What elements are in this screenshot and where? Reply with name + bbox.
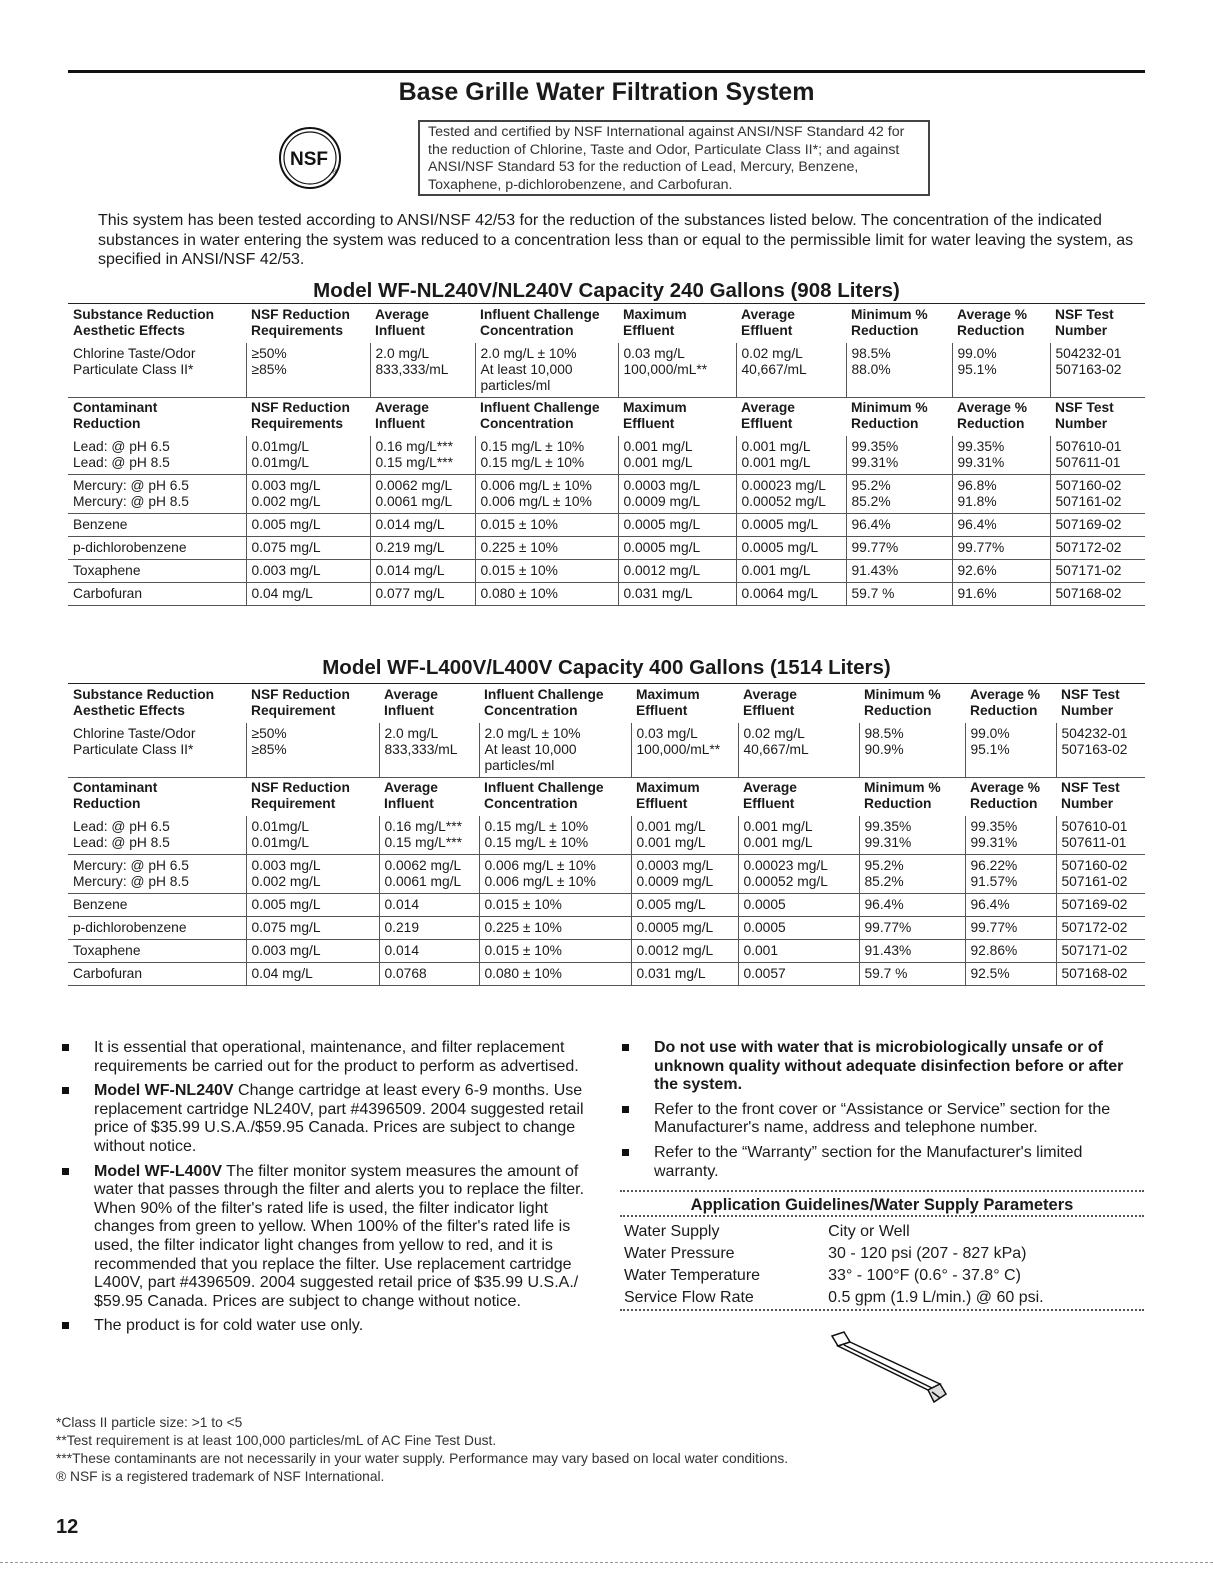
table-row-cell: 0.003 mg/L: [246, 940, 379, 963]
table-row: [68, 583, 1145, 606]
table-row: [68, 816, 1145, 855]
table-row-cell: 92.86%: [965, 940, 1056, 963]
table-row: [68, 894, 1145, 917]
table-row: [68, 855, 1145, 894]
table-row-cell: ≥50% ≥85%: [246, 723, 379, 778]
aesthetic-header-row: [68, 685, 1145, 723]
table-row-cell: 95.2% 85.2%: [846, 475, 952, 514]
contaminant-header-row-cell: Influent Challenge Concentration: [484, 780, 604, 811]
table-row-cell: 0.0057: [738, 963, 859, 986]
bullet-text: Refer to the “Warranty” section for the Manufacturer's limited warranty.: [654, 1143, 1083, 1180]
contaminant-header-row-cell: NSF Test Number: [1061, 780, 1120, 811]
table-row-cell: Benzene: [68, 894, 246, 917]
table-row-cell: 0.080 ± 10%: [479, 963, 631, 986]
footnote: *Class II particle size: >1 to <5: [56, 1415, 243, 1430]
aesthetic-header-row-cell: Influent Challenge Concentration: [480, 307, 600, 338]
guideline-parameter: Water Temperature: [624, 1267, 761, 1284]
table-row-cell: Lead: @ pH 6.5 Lead: @ pH 8.5: [68, 436, 246, 475]
table-row-cell: 0.006 mg/L ± 10% 0.006 mg/L ± 10%: [475, 475, 618, 514]
table-row-cell: 2.0 mg/L 833,333/mL: [379, 723, 479, 778]
table-row-cell: Toxaphene: [68, 940, 246, 963]
table-row: [68, 917, 1145, 940]
table-row-cell: 0.00023 mg/L 0.00052 mg/L: [738, 855, 859, 894]
aesthetic-header-row-cell: Minimum % Reduction: [864, 687, 941, 718]
table-row-cell: 0.01mg/L 0.01mg/L: [246, 436, 370, 475]
table-row-cell: 507610-01 507611-01: [1050, 436, 1145, 475]
bullet-text: The filter monitor system measures the amount of water that passes through the filter and alerts you to replace the filter. When 90% of the filter's rated life is used, the filter indicator light changes from green to yellow. When 100% of the filter's rated life is used, the filter indicator light changes from yellow to red, and it is recommended that you replace the filter. Use replacement cartridge L400V, part #4396509. 2004 suggested retail price of $35.99 U.S.A./ $59.95 Canada. Prices are subject to change without notice.: [94, 1162, 585, 1310]
table-row-cell: 99.77%: [846, 537, 952, 560]
model-2-rule: [68, 683, 1145, 684]
contaminant-header-row-cell: Maximum Effluent: [623, 400, 687, 431]
table-row-cell: 99.0% 95.1%: [952, 343, 1050, 398]
aesthetic-header-row-cell: NSF Test Number: [1061, 687, 1120, 718]
table-row-cell: 0.015 ± 10%: [479, 940, 631, 963]
guideline-row: [620, 1221, 1144, 1243]
bullet-item: [58, 1039, 598, 1076]
model-2-table: [68, 685, 1145, 986]
table-row-cell: 0.04 mg/L: [246, 583, 370, 606]
table-row-cell: 95.2% 85.2%: [859, 855, 965, 894]
contaminant-header-row-cell: Maximum Effluent: [636, 780, 700, 811]
table-row-cell: 96.4%: [965, 894, 1056, 917]
table-row-cell: 96.4%: [952, 514, 1050, 537]
guideline-value: 30 - 120 psi (207 - 827 kPa): [828, 1245, 1027, 1262]
table-row-cell: 0.031 mg/L: [631, 963, 738, 986]
aesthetic-header-row: [68, 305, 1145, 343]
bullet-text: The product is for cold water use only.: [94, 1317, 364, 1335]
aesthetic-header-row-cell: Maximum Effluent: [636, 687, 700, 718]
model-1-rule: [68, 303, 1145, 304]
bullet-text: Refer to the front cover or “Assistance or Service” section for the Manufacturer's name, address and telephone number.: [654, 1100, 1111, 1137]
table-row-cell: 99.35% 99.31%: [846, 436, 952, 475]
table-row: [68, 963, 1145, 986]
table-row-cell: 92.5%: [965, 963, 1056, 986]
table-row-cell: 507168-02: [1056, 963, 1145, 986]
table-row-cell: 91.43%: [859, 940, 965, 963]
table-row-cell: 0.0005 mg/L: [736, 537, 846, 560]
table-row-cell: 91.43%: [846, 560, 952, 583]
bullet-item: [618, 1144, 1148, 1181]
bullet-bold-text: Model WF-L400V: [94, 1162, 223, 1180]
aesthetic-header-row-cell: Substance Reduction Aesthetic Effects: [73, 687, 215, 718]
table-row-cell: Toxaphene: [68, 560, 246, 583]
contaminant-header-row: [68, 398, 1145, 437]
table-row-cell: Chlorine Taste/Odor Particulate Class II*: [68, 723, 246, 778]
table-row-cell: 98.5% 88.0%: [846, 343, 952, 398]
table-row-cell: 507171-02: [1056, 940, 1145, 963]
bullet-item: [618, 1101, 1148, 1138]
table-row-cell: 0.014 mg/L: [370, 514, 475, 537]
table-row-cell: 59.7 %: [846, 583, 952, 606]
table-row-cell: 0.01mg/L 0.01mg/L: [246, 816, 379, 855]
table-row-cell: 0.0062 mg/L 0.0061 mg/L: [370, 475, 475, 514]
top-rule: [68, 70, 1145, 73]
table-row-cell: 507168-02: [1050, 583, 1145, 606]
table-row-cell: 507169-02: [1050, 514, 1145, 537]
guideline-value: 0.5 gpm (1.9 L/min.) @ 60 psi.: [828, 1289, 1044, 1306]
aesthetic-header-row-cell: Average Effluent: [743, 687, 797, 718]
table-row: [68, 940, 1145, 963]
table-row-cell: 2.0 mg/L ± 10% At least 10,000 particles/ml: [479, 723, 631, 778]
table-row-cell: 99.77%: [952, 537, 1050, 560]
bullet-item: [58, 1317, 598, 1336]
table-row-cell: 0.16 mg/L*** 0.15 mg/L***: [370, 436, 475, 475]
table-row-cell: ≥50% ≥85%: [246, 343, 370, 398]
contaminant-header-row-cell: NSF Reduction Requirement: [251, 780, 350, 811]
table-row-cell: 0.0005 mg/L: [618, 537, 736, 560]
nsf-logo-text: NSF: [290, 149, 328, 170]
table-row-cell: 98.5% 90.9%: [859, 723, 965, 778]
contaminant-header-row-cell: Average % Reduction: [957, 400, 1028, 431]
guideline-row: [620, 1243, 1144, 1265]
table-row-cell: 0.0005 mg/L: [631, 917, 738, 940]
table-row-cell: 0.005 mg/L: [246, 514, 370, 537]
guideline-row: [620, 1287, 1144, 1309]
aesthetic-header-row-cell: NSF Reduction Requirements: [251, 307, 350, 338]
table-row-cell: p-dichlorobenzene: [68, 917, 246, 940]
table-row-cell: 0.0768: [379, 963, 479, 986]
contaminant-header-row-cell: NSF Reduction Requirements: [251, 400, 350, 431]
table-row-cell: p-dichlorobenzene: [68, 537, 246, 560]
table-row-cell: 507172-02: [1056, 917, 1145, 940]
model-2-title: Model WF-L400V/L400V Capacity 400 Gallons (1514 Liters): [322, 656, 891, 679]
model-1-title: Model WF-NL240V/NL240V Capacity 240 Gallons (908 Liters): [313, 279, 900, 302]
table-row-cell: 0.001 mg/L 0.001 mg/L: [738, 816, 859, 855]
application-guidelines: [620, 1190, 1144, 1315]
table-row-cell: Mercury: @ pH 6.5 Mercury: @ pH 8.5: [68, 475, 246, 514]
bullet-bold-text: Do not use with water that is microbiologically unsafe or of unknown quality without adequate disinfection before or after the system.: [654, 1039, 1124, 1094]
table-row: [68, 514, 1145, 537]
contaminant-header-row-cell: Minimum % Reduction: [851, 400, 928, 431]
bullet-item: [58, 1082, 598, 1156]
table-row-cell: 0.0062 mg/L 0.0061 mg/L: [379, 855, 479, 894]
table-row-cell: 0.16 mg/L*** 0.15 mg/L***: [379, 816, 479, 855]
table-row-cell: 0.003 mg/L: [246, 560, 370, 583]
table-row: [68, 723, 1145, 778]
guidelines-title: Application Guidelines/Water Supply Parameters: [690, 1196, 1074, 1214]
table-row-cell: 0.014: [379, 894, 479, 917]
table-row-cell: 0.006 mg/L ± 10% 0.006 mg/L ± 10%: [479, 855, 631, 894]
table-row-cell: 507172-02: [1050, 537, 1145, 560]
table-row-cell: 0.001 mg/L: [736, 560, 846, 583]
table-row-cell: 0.219: [379, 917, 479, 940]
right-bullet-list: [618, 1039, 1148, 1187]
contaminant-header-row-cell: Influent Challenge Concentration: [480, 400, 600, 431]
table-row-cell: 96.8% 91.8%: [952, 475, 1050, 514]
table-row-cell: 0.03 mg/L 100,000/mL**: [631, 723, 738, 778]
table-row-cell: 0.0005: [738, 917, 859, 940]
table-row-cell: 0.014 mg/L: [370, 560, 475, 583]
table-row-cell: 0.003 mg/L 0.002 mg/L: [246, 475, 370, 514]
table-row-cell: 0.001 mg/L 0.001 mg/L: [631, 816, 738, 855]
intro-paragraph: This system has been tested according to ANSI/NSF 42/53 for the reduction of the substances listed below. The concentration of the indicated substances in water entering the system was reduced to a concentration less than or equal to the permissible limit for water leaving the system, as specified in ANSI/NSF 42/53.: [98, 212, 1134, 268]
guideline-value: 33° - 100°F (0.6° - 37.8° C): [828, 1267, 1021, 1284]
page-title: Base Grille Water Filtration System: [398, 78, 815, 106]
table-row-cell: 92.6%: [952, 560, 1050, 583]
table-row-cell: 0.0012 mg/L: [618, 560, 736, 583]
table-row-cell: Carbofuran: [68, 583, 246, 606]
bullet-item: [618, 1039, 1148, 1095]
table-row-cell: 59.7 %: [859, 963, 965, 986]
table-row-cell: 0.001: [738, 940, 859, 963]
page-number: 12: [56, 1516, 79, 1538]
contaminant-header-row-cell: NSF Test Number: [1055, 400, 1114, 431]
table-row-cell: 99.35% 99.31%: [952, 436, 1050, 475]
table-row-cell: 96.22% 91.57%: [965, 855, 1056, 894]
table-row-cell: 0.04 mg/L: [246, 963, 379, 986]
dotted-rule: [620, 1309, 1144, 1315]
contaminant-header-row-cell: Average % Reduction: [970, 780, 1041, 811]
table-row-cell: 0.15 mg/L ± 10% 0.15 mg/L ± 10%: [479, 816, 631, 855]
footnote: ***These contaminants are not necessarily in your water supply. Performance may vary based on local water conditions.: [56, 1451, 789, 1466]
table-row-cell: 2.0 mg/L 833,333/mL: [370, 343, 475, 398]
table-row-cell: 0.0005 mg/L: [736, 514, 846, 537]
contaminant-header-row-cell: Minimum % Reduction: [864, 780, 941, 811]
table-row-cell: 507160-02 507161-02: [1056, 855, 1145, 894]
guideline-parameter: Water Pressure: [624, 1245, 735, 1262]
footnote: **Test requirement is at least 100,000 particles/mL of AC Fine Test Dust.: [56, 1433, 497, 1448]
guideline-row: [620, 1265, 1144, 1287]
table-row-cell: 99.77%: [859, 917, 965, 940]
aesthetic-header-row-cell: Maximum Effluent: [623, 307, 687, 338]
contaminant-header-row-cell: Contaminant Reduction: [73, 400, 158, 431]
table-row-cell: 0.005 mg/L: [631, 894, 738, 917]
table-row-cell: 0.005 mg/L: [246, 894, 379, 917]
table-row-cell: 99.35% 99.31%: [859, 816, 965, 855]
contaminant-header-row-cell: Contaminant Reduction: [73, 780, 158, 811]
aesthetic-header-row-cell: Average % Reduction: [957, 307, 1028, 338]
bottom-rule: [0, 1562, 1213, 1563]
table-row-cell: 0.0012 mg/L: [631, 940, 738, 963]
table-row-cell: 0.03 mg/L 100,000/mL**: [618, 343, 736, 398]
contaminant-header-row-cell: Average Influent: [384, 780, 438, 811]
table-row-cell: 0.015 ± 10%: [475, 514, 618, 537]
table-row: [68, 475, 1145, 514]
table-row-cell: 0.001 mg/L 0.001 mg/L: [736, 436, 846, 475]
table-row-cell: 99.35% 99.31%: [965, 816, 1056, 855]
table-row-cell: 0.080 ± 10%: [475, 583, 618, 606]
table-row-cell: 507171-02: [1050, 560, 1145, 583]
filter-cartridge-icon: [822, 1328, 952, 1408]
table-row-cell: 507610-01 507611-01: [1056, 816, 1145, 855]
table-row-cell: 0.219 mg/L: [370, 537, 475, 560]
aesthetic-header-row-cell: Influent Challenge Concentration: [484, 687, 604, 718]
footnotes: [56, 1414, 788, 1486]
table-row-cell: 0.00023 mg/L 0.00052 mg/L: [736, 475, 846, 514]
aesthetic-header-row-cell: Substance Reduction Aesthetic Effects: [73, 307, 215, 338]
bullet-text: Change cartridge at least every 6-9 months. Use replacement cartridge NL240V, part #4396509. 2004 suggested retail price of $35.99 U.S.A./$59.95 Canada. Prices are subject to change without notice.: [94, 1082, 584, 1155]
contaminant-header-row: [68, 778, 1145, 817]
table-row: [68, 537, 1145, 560]
table-row-cell: 0.014: [379, 940, 479, 963]
table-row: [68, 436, 1145, 475]
aesthetic-header-row-cell: NSF Test Number: [1055, 307, 1114, 338]
table-row-cell: 2.0 mg/L ± 10% At least 10,000 particles/ml: [475, 343, 618, 398]
table-row-cell: 99.77%: [965, 917, 1056, 940]
table-row-cell: 0.075 mg/L: [246, 537, 370, 560]
aesthetic-header-row-cell: NSF Reduction Requirement: [251, 687, 350, 718]
table-row-cell: 0.0003 mg/L 0.0009 mg/L: [618, 475, 736, 514]
table-row-cell: 507160-02 507161-02: [1050, 475, 1145, 514]
table-row-cell: 96.4%: [846, 514, 952, 537]
table-row-cell: Mercury: @ pH 6.5 Mercury: @ pH 8.5: [68, 855, 246, 894]
table-row-cell: 0.02 mg/L 40,667/mL: [738, 723, 859, 778]
table-row-cell: 0.0005 mg/L: [618, 514, 736, 537]
certification-box: Tested and certified by NSF International against ANSI/NSF Standard 42 for the reduction of Chlorine, Taste and Odor, Particulate Class II*; and against ANSI/NSF Standard 53 for the reduction of Lead, Mercury, Benzene, Toxaphene, p-dichlorobenzene, and Carbofuran.: [418, 120, 930, 196]
aesthetic-header-row-cell: Average Influent: [384, 687, 438, 718]
table-row-cell: 0.075 mg/L: [246, 917, 379, 940]
guideline-parameter: Service Flow Rate: [624, 1289, 754, 1306]
table-row-cell: Benzene: [68, 514, 246, 537]
bullet-text: It is essential that operational, maintenance, and filter replacement requirements be carried out for the product to perform as advertised.: [94, 1039, 579, 1075]
table-row-cell: 0.015 ± 10%: [479, 894, 631, 917]
contaminant-header-row-cell: Average Effluent: [741, 400, 795, 431]
svg-text:®: ®: [332, 169, 338, 176]
table-row-cell: 0.02 mg/L 40,667/mL: [736, 343, 846, 398]
table-row-cell: 504232-01 507163-02: [1056, 723, 1145, 778]
table-row-cell: Chlorine Taste/Odor Particulate Class II*: [68, 343, 246, 398]
aesthetic-header-row-cell: Average % Reduction: [970, 687, 1041, 718]
bullet-bold-text: Model WF-NL240V: [94, 1082, 234, 1100]
table-row-cell: Carbofuran: [68, 963, 246, 986]
aesthetic-header-row-cell: Average Effluent: [741, 307, 795, 338]
model-1-table: [68, 305, 1145, 606]
table-row-cell: 0.0064 mg/L: [736, 583, 846, 606]
table-row-cell: Lead: @ pH 6.5 Lead: @ pH 8.5: [68, 816, 246, 855]
table-row-cell: 0.225 ± 10%: [475, 537, 618, 560]
aesthetic-header-row-cell: Average Influent: [375, 307, 429, 338]
table-row-cell: 0.0003 mg/L 0.0009 mg/L: [631, 855, 738, 894]
guideline-parameter: Water Supply: [624, 1223, 720, 1240]
table-row-cell: 99.0% 95.1%: [965, 723, 1056, 778]
table-row-cell: 0.015 ± 10%: [475, 560, 618, 583]
aesthetic-header-row-cell: Minimum % Reduction: [851, 307, 928, 338]
footnote: ® NSF is a registered trademark of NSF International.: [56, 1469, 385, 1484]
left-bullet-list: [58, 1039, 598, 1342]
table-row-cell: 91.6%: [952, 583, 1050, 606]
contaminant-header-row-cell: Average Effluent: [743, 780, 797, 811]
table-row-cell: 96.4%: [859, 894, 965, 917]
guideline-value: City or Well: [828, 1223, 910, 1240]
table-row-cell: 0.003 mg/L 0.002 mg/L: [246, 855, 379, 894]
nsf-logo-icon: [278, 126, 342, 190]
table-row: [68, 343, 1145, 398]
table-row-cell: 504232-01 507163-02: [1050, 343, 1145, 398]
table-row-cell: 507169-02: [1056, 894, 1145, 917]
table-row-cell: 0.077 mg/L: [370, 583, 475, 606]
table-row-cell: 0.031 mg/L: [618, 583, 736, 606]
table-row-cell: 0.225 ± 10%: [479, 917, 631, 940]
table-row-cell: 0.15 mg/L ± 10% 0.15 mg/L ± 10%: [475, 436, 618, 475]
bullet-item: [58, 1163, 598, 1312]
table-row-cell: 0.0005: [738, 894, 859, 917]
table-row-cell: 0.001 mg/L 0.001 mg/L: [618, 436, 736, 475]
table-row: [68, 560, 1145, 583]
contaminant-header-row-cell: Average Influent: [375, 400, 429, 431]
